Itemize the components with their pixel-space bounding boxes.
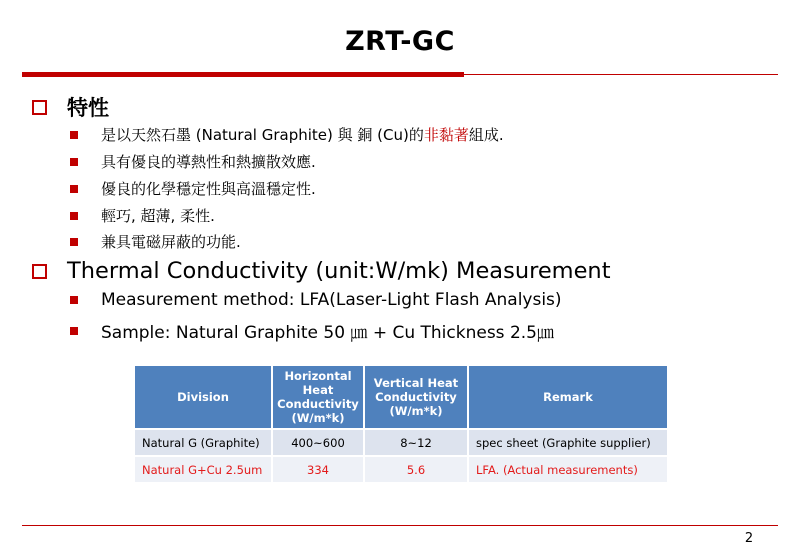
list-item [70, 318, 554, 343]
title-underline-bar [22, 72, 464, 77]
page-number: 2 [744, 531, 754, 546]
section-heading-thermal [32, 258, 611, 284]
table-header-cell: Remark [469, 366, 667, 428]
square-bullet-icon [70, 238, 78, 246]
list-item [70, 205, 215, 226]
table-cell: spec sheet (Graphite supplier) [469, 430, 667, 455]
square-bullet-icon [70, 185, 78, 193]
section-heading-text: Thermal Conductivity (unit:W/mk) Measurement [67, 258, 611, 284]
list-item-text: 優良的化學穩定性與高溫穩定性. [101, 180, 316, 198]
highlighted-text: 非黏著 [423, 126, 469, 144]
title-divider-line [464, 74, 778, 75]
list-item [70, 151, 316, 172]
square-bullet-icon [70, 131, 78, 139]
list-item-text: Sample: Natural Graphite 50 ㎛ + Cu Thickness 2.5㎛ [101, 323, 554, 343]
table-cell: 400~600 [273, 430, 363, 455]
square-bullet-icon [70, 212, 78, 220]
hollow-square-bullet-icon [32, 100, 47, 115]
table-header-row [135, 366, 667, 428]
list-item-text-part: 組成. [468, 126, 504, 144]
list-item [70, 124, 504, 145]
table-cell: Natural G (Graphite) [135, 430, 271, 455]
list-item-text [101, 124, 504, 145]
table-header-cell: Horizontal Heat Conductivity (W/m*k) [273, 366, 363, 428]
list-item-text: Measurement method: LFA(Laser-Light Flash Analysis) [101, 290, 562, 310]
square-bullet-icon [70, 327, 78, 335]
section-heading-text: 特性 [67, 96, 109, 120]
section-heading-features [32, 92, 109, 122]
square-bullet-icon [70, 296, 78, 304]
table-header-cell: Vertical Heat Conductivity (W/m*k) [365, 366, 467, 428]
table-header-cell: Division [135, 366, 271, 428]
slide-title: ZRT-GC [345, 26, 455, 57]
list-item-text: 具有優良的導熱性和熱擴散效應. [101, 153, 316, 171]
table-row [135, 457, 667, 482]
list-item-text: 輕巧, 超薄, 柔性. [101, 207, 215, 225]
footer-divider-line [22, 525, 778, 526]
list-item [70, 231, 241, 252]
square-bullet-icon [70, 158, 78, 166]
hollow-square-bullet-icon [32, 264, 47, 279]
table-row [135, 430, 667, 455]
table-cell: 334 [273, 457, 363, 482]
list-item-text: 兼具電磁屏蔽的功能. [101, 233, 241, 251]
list-item [70, 290, 562, 310]
list-item [70, 178, 316, 199]
table-cell: LFA. (Actual measurements) [469, 457, 667, 482]
list-item-text-part: 是以天然石墨 (Natural Graphite) 與 銅 (Cu)的 [101, 126, 424, 144]
table-cell: 8~12 [365, 430, 467, 455]
table-cell: 5.6 [365, 457, 467, 482]
table-cell: Natural G+Cu 2.5um [135, 457, 271, 482]
thermal-conductivity-table [133, 364, 669, 484]
